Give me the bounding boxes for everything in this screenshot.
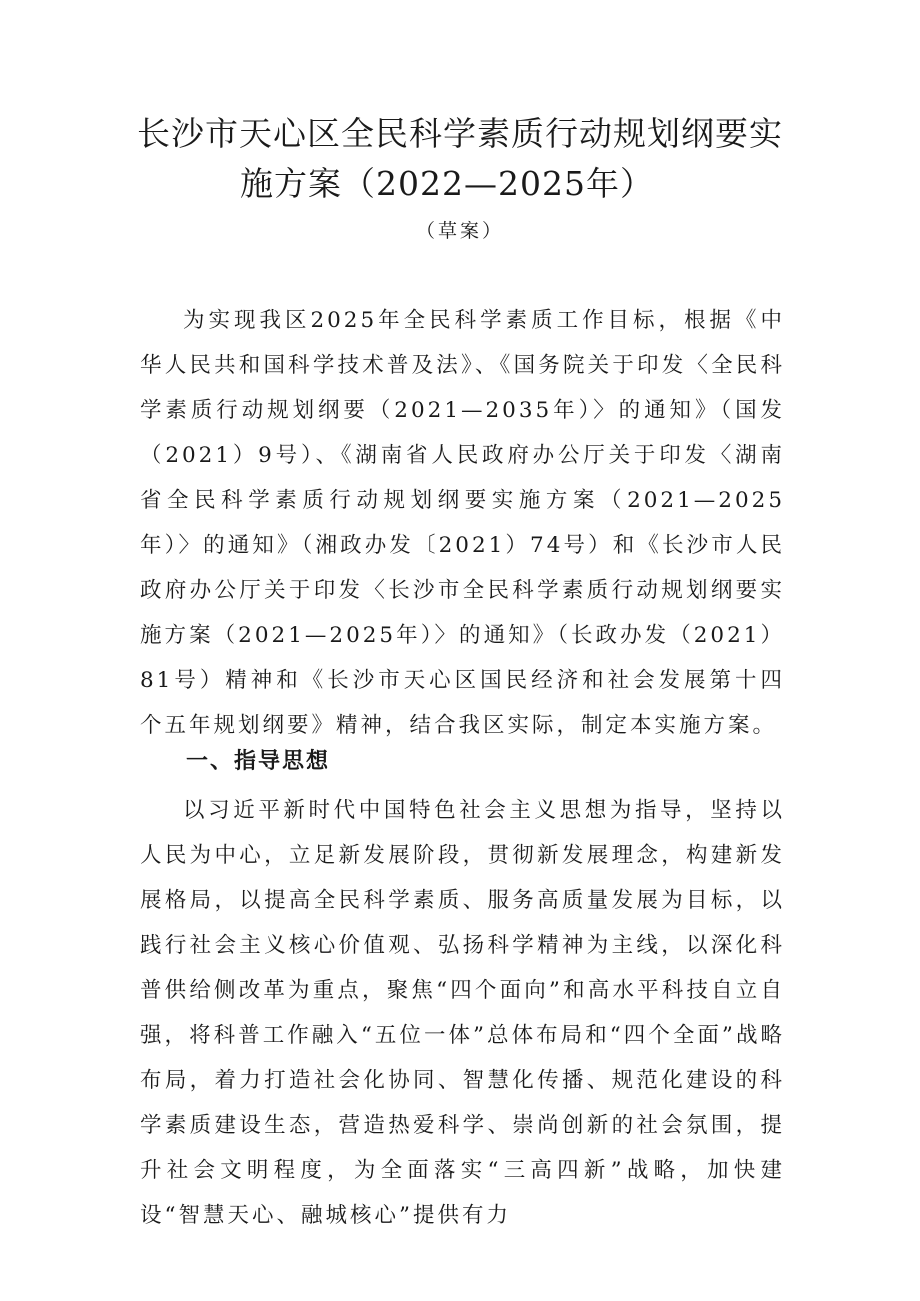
intro-paragraph: 为实现我区2025年全民科学素质工作目标，根据《中华人民共和国科学技术普及法》、《国务院关于印发〈全民科学素质行动规划纲要（2021—2035年）〉的通知》（国发（2021）9号）、《湖南省人民政府办公厅关于印发〈湖南省全民科学素质行动规划纲要实施方案（2021—2025年）〉的通知》（湘政办发〔2021）74号）和《长沙市人民政府办公厅关于印发〈长沙市全民科学素质行动规划纲要实施方案（2021—2025年）〉的通知》（长政办发（2021）81号）精神和《长沙市天心区国民经济和社会发展第十四个五年规划纲要》精神，结合我区实际，制定本实施方案。 xyxy=(140,308,785,738)
document-subtitle: （草案） xyxy=(415,220,504,242)
section-heading-guiding-ideology: 一、指导思想 xyxy=(186,749,331,774)
document-title-line2: 施方案（2022—2025年） xyxy=(240,164,654,203)
section-body-guiding-ideology: 以习近平新时代中国特色社会主义思想为指导，坚持以人民为中心，立足新发展阶段，贯彻新发展理念，构建新发展格局，以提高全民科学素质、服务高质量发展为目标，以践行社会主义核心价值观、弘扬科学精神为主线，以深化科普供给侧改革为重点，聚焦“四个面向”和高水平科技自立自强，将科普工作融入“五位一体”总体布局和“四个全面”战略布局，着力打造社会化协同、智慧化传播、规范化建设的科学素质建设生态，营造热爱科学、崇尚创新的社会氛围，提升社会文明程度，为全面落实“三高四新”战略，加快建设“智慧天心、融城核心”提供有力 xyxy=(140,798,785,1228)
document-title-line1: 长沙市天心区全民科学素质行动规划纲要实 xyxy=(137,114,783,153)
